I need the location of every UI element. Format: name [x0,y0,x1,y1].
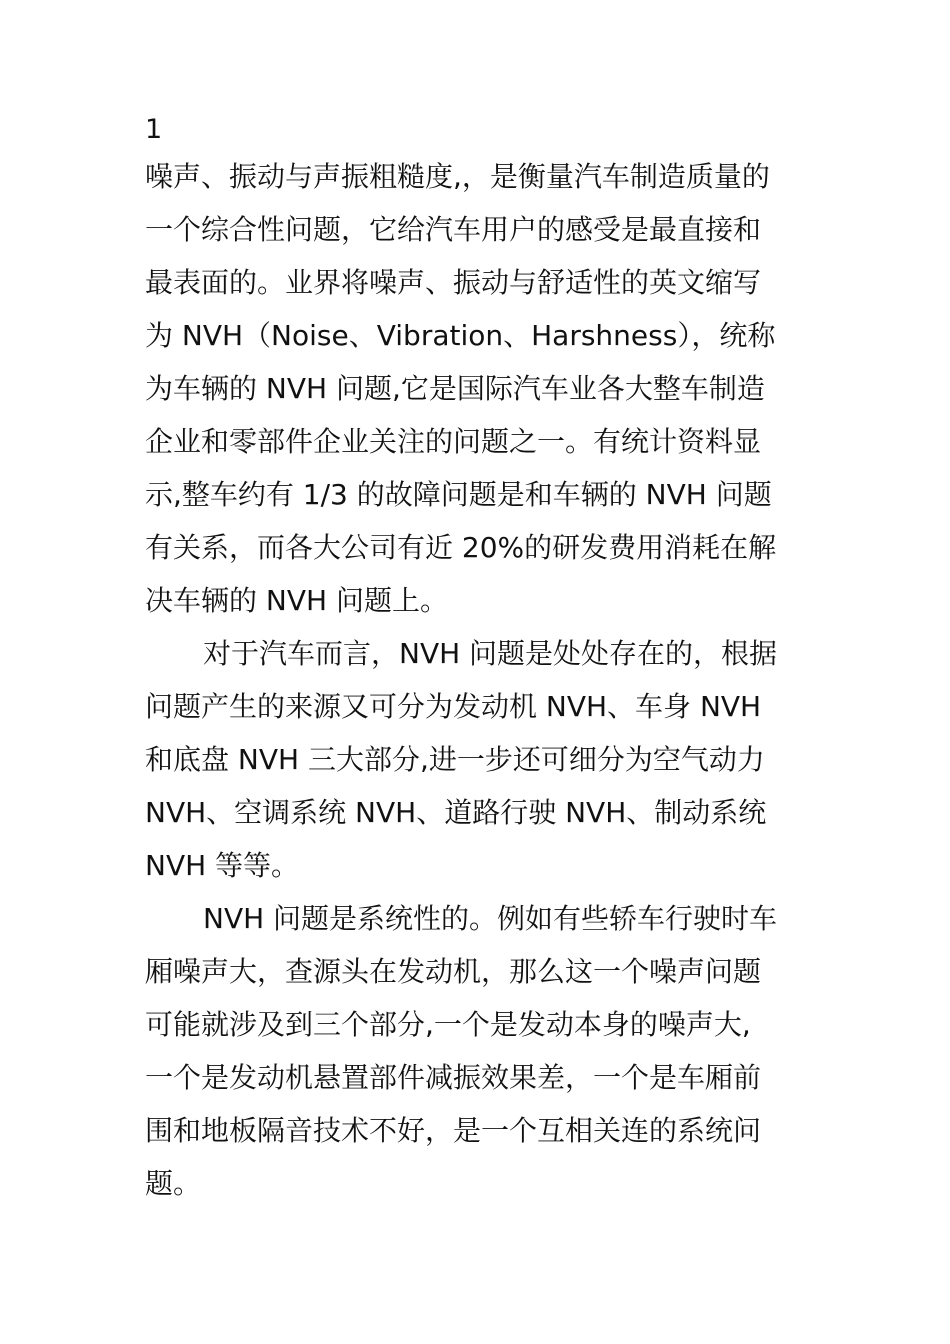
text-line: 问题产生的来源又可分为发动机 NVH、车身 NVH [145,690,762,723]
text-line: 为 NVH（Noise、Vibration、Harshness），统称 [145,319,776,352]
text-line: 最表面的。业界将噪声、振动与舒适性的英文缩写 [145,266,762,299]
text-line: 企业和零部件企业关注的问题之一。有统计资料显 [145,425,762,458]
text-line: 和底盘 NVH 三大部分,进一步还可细分为空气动力 [145,743,765,776]
text-line: 厢噪声大，查源头在发动机，那么这一个噪声问题 [145,955,762,988]
paragraph-3 [145,892,810,1210]
text-line: 噪声、振动与声振粗糙度,，是衡量汽车制造质量的 [145,160,770,193]
text-line: 一个是发动机悬置部件减振效果差，一个是车厢前 [145,1061,762,1094]
paragraph-2 [145,627,810,892]
text-line: 决车辆的 NVH 问题上。 [145,584,448,617]
page-number: 1 [145,114,163,145]
paragraph-1 [145,150,810,627]
text-line: 题。 [145,1167,202,1200]
text-line: 有关系，而各大公司有近 20%的研发费用消耗在解 [145,531,777,564]
text-line: 围和地板隔音技术不好，是一个互相关连的系统问 [145,1114,762,1147]
text-line: 为车辆的 NVH 问题,它是国际汽车业各大整车制造 [145,372,765,405]
text-line: 示,整车约有 1/3 的故障问题是和车辆的 NVH 问题 [145,478,772,511]
text-line: 可能就涉及到三个部分,一个是发动本身的噪声大, [145,1008,751,1041]
text-line: NVH 等等。 [145,849,300,882]
document-body [145,110,810,1210]
text-line: NVH 问题是系统性的。例如有些轿车行驶时车 [203,902,778,935]
text-line: NVH、空调系统 NVH、道路行驶 NVH、制动系统 [145,796,767,829]
text-line: 一个综合性问题，它给汽车用户的感受是最直接和 [145,213,762,246]
text-line: 对于汽车而言，NVH 问题是处处存在的，根据 [203,637,778,670]
